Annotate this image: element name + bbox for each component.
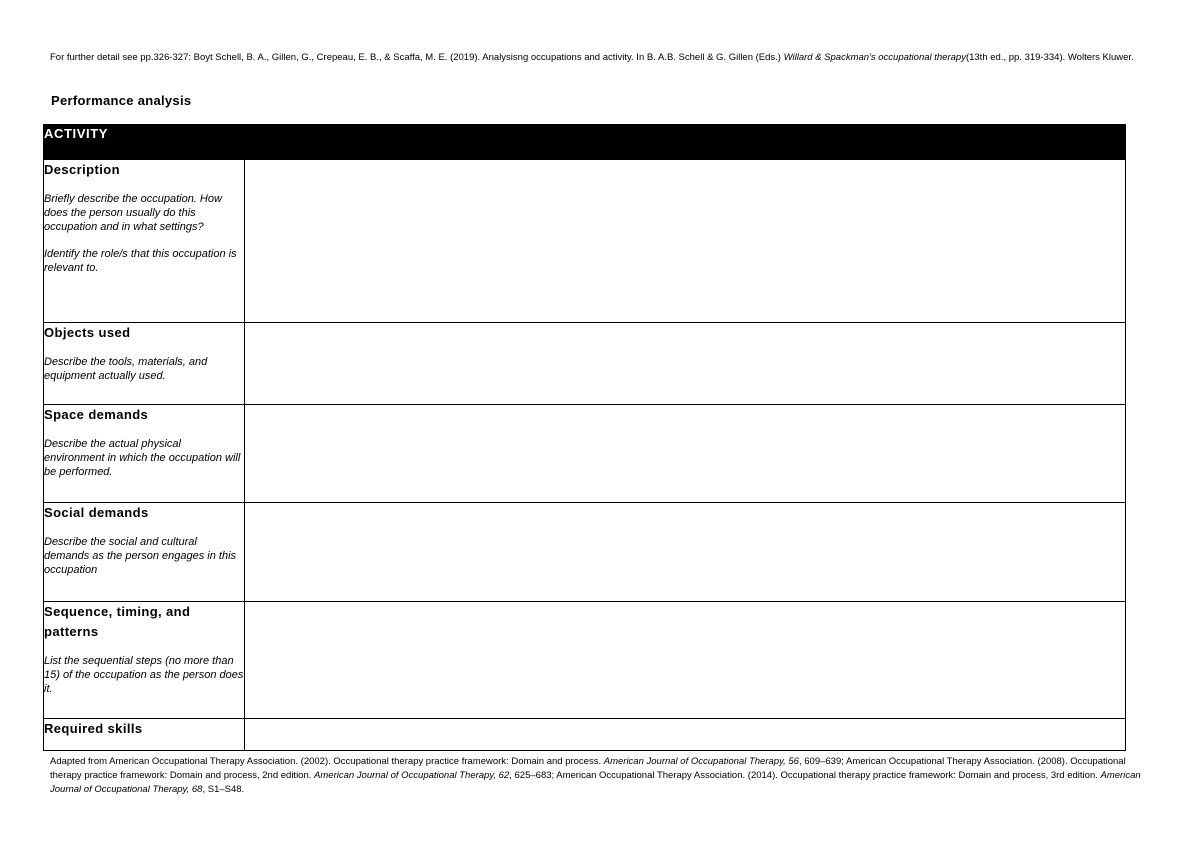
row-instruction: Describe the social and cultural demands as the person engages in this occupation — [44, 536, 237, 576]
table-row-objects-used — [44, 323, 1126, 405]
table-row-sequence-timing-patterns — [44, 602, 1126, 719]
row-instruction: List the sequential steps (no more than 15) of the occupation as the person does it. — [44, 655, 244, 695]
row-title: Objects used — [44, 325, 131, 340]
row-label-space-demands — [44, 405, 245, 503]
table-row-social-demands — [44, 503, 1126, 602]
table-row-space-demands — [44, 405, 1126, 503]
row-title: Required skills — [44, 721, 143, 736]
bottom-reference-journal: American Journal of Occupational Therapy, 56 — [603, 756, 799, 767]
row-label-objects-used — [44, 323, 245, 405]
row-label-sequence-timing-patterns — [44, 602, 245, 719]
top-reference-text: For further detail see pp.326-327: Boyt Schell, B. A., Gillen, G., Crepeau, E. B., & Scaffa, M. E. (2019). Analysisng occupations and activity. In B. A.B. Schell & G. Gillen (Eds.) — [50, 52, 784, 63]
row-instruction: Describe the actual physical environment in which the occupation will be performed. — [44, 438, 241, 478]
row-title: Social demands — [44, 505, 149, 520]
bottom-reference-part: , 609–639; American Occupational Therapy Association. (2008). Occupational therapy practice framework: Domain and process, 2nd edition. — [50, 756, 1126, 781]
bottom-reference-part: , S1–S48. — [202, 784, 245, 795]
row-label-social-demands — [44, 503, 245, 602]
bottom-reference-part: , 625–683; American Occupational Therapy Association. (2014). Occupational therapy practice framework: Domain and process, 3rd edition. — [509, 770, 1101, 781]
top-reference-tail: (13th ed., pp. 319-334). Wolters Kluwer. — [965, 52, 1134, 63]
sequence-timing-patterns-input-cell[interactable] — [245, 602, 1126, 719]
row-title: Space demands — [44, 407, 149, 422]
table-row-description — [44, 160, 1126, 323]
row-instruction: Describe the tools, materials, and equipment actually used. — [44, 356, 208, 382]
space-demands-input-cell[interactable] — [245, 405, 1126, 503]
row-title: Sequence, timing, and patterns — [44, 604, 191, 639]
bottom-reference-journal: American Journal of Occupational Therapy, 62 — [314, 770, 510, 781]
activity-header: ACTIVITY — [44, 125, 1126, 160]
bottom-reference-journal: American Journal of Occupational Therapy, 68 — [50, 770, 1141, 795]
table-header-row — [44, 125, 1126, 160]
row-instruction: Identify the role/s that this occupation is relevant to. — [44, 248, 237, 274]
top-reference-book-title: Willard & Spackman's occupational therapy — [783, 52, 966, 63]
table-row-required-skills — [44, 719, 1126, 751]
page-title: Performance analysis — [51, 93, 192, 108]
row-label-required-skills — [44, 719, 245, 751]
bottom-reference-part: Adapted from American Occupational Therapy Association. (2002). Occupational therapy practice framework: Domain and process. — [50, 756, 604, 767]
top-reference — [50, 52, 1140, 64]
social-demands-input-cell[interactable] — [245, 503, 1126, 602]
row-label-description — [44, 160, 245, 323]
row-title: Description — [44, 162, 120, 177]
description-input-cell[interactable] — [245, 160, 1126, 323]
performance-analysis-table — [43, 124, 1126, 751]
objects-used-input-cell[interactable] — [245, 323, 1126, 405]
required-skills-input-cell[interactable] — [245, 719, 1126, 751]
row-instruction: Briefly describe the occupation. How does the person usually do this occupation and in what settings? — [44, 193, 222, 233]
bottom-reference — [50, 755, 1145, 797]
